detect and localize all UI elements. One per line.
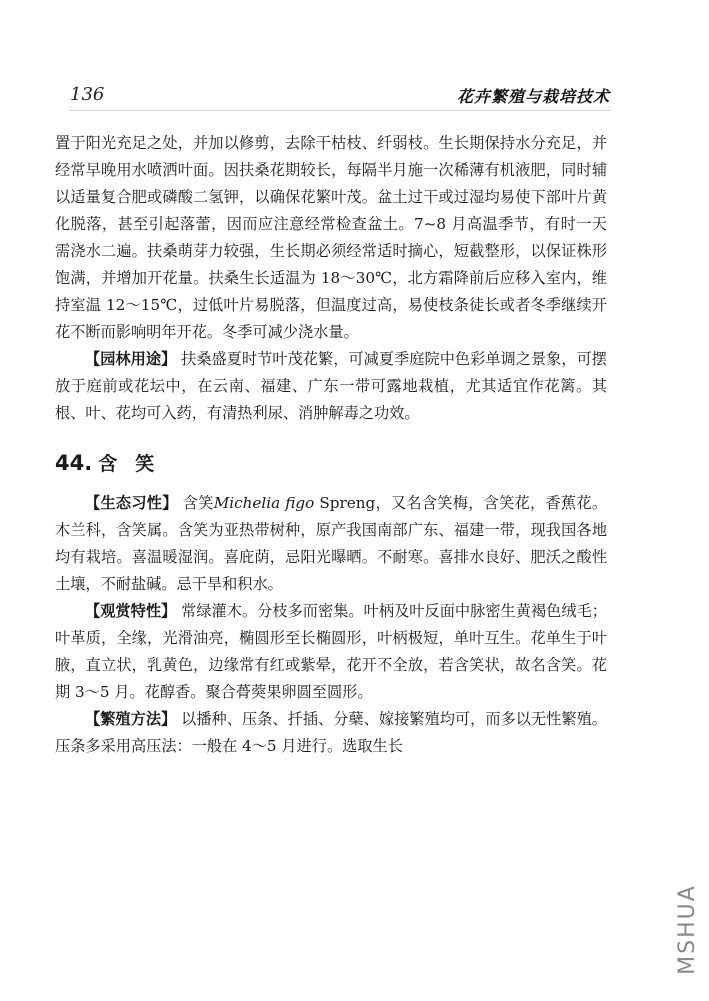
- paragraph-ornamental: [55, 598, 607, 706]
- garden-use-text: 扶桑盛夏时节叶茂花繁，可减夏季庭院中色彩单调之景象，可摆放于庭前或花坛中，在云南、福建、广东一带可露地栽植，尤其适宜作花篱。其根、叶、花均可入药，有清热利尿、消肿解毒之功效。: [55, 350, 607, 422]
- propagation-tag: 【繁殖方法】: [85, 710, 177, 728]
- page-number: 136: [70, 84, 105, 105]
- propagation-text: 以播种、压条、扦插、分蘖、嫁接繁殖均可，而多以无性繁殖。压条多采用高压法：一般在 4～5 月进行。选取生长: [55, 710, 607, 755]
- section-title: 含笑: [98, 453, 173, 475]
- watermark: [673, 869, 701, 989]
- body-text: [55, 130, 607, 760]
- ecology-text-before: 含笑: [177, 494, 214, 512]
- paragraph-propagation: [55, 706, 607, 760]
- paragraph-garden-use: [55, 346, 607, 427]
- ecology-text-after: Spreng，又名含笑梅，含笑花，香蕉花。木兰科，含笑属。含笑为亚热带树种，原产我国南部广东、福建一带，现我国各地均有栽培。喜温暖湿润。喜庇荫，忌阳光曝晒。不耐寒。喜排水良好、肥沃之酸性土壤，不耐盐碱。忌干旱和积水。: [55, 494, 608, 593]
- section-heading: [55, 449, 607, 478]
- ecology-latin-name: Michelia figo: [213, 494, 315, 512]
- garden-use-tag: 【园林用途】: [85, 350, 177, 368]
- ornamental-tag: 【观赏特性】: [85, 602, 177, 620]
- running-title: 花卉繁殖与栽培技术: [456, 87, 610, 106]
- ornamental-text: 常绿灌木。分枝多而密集。叶柄及叶反面中脉密生黄褐色绒毛；叶革质，全缘，光滑油亮，椭圆形至长椭圆形，叶柄极短，单叶互生。花单生于叶腋，直立状，乳黄色，边缘常有红或紫晕，花开不全放，若含笑状，故名含笑。花期 3～5 月。花醇香。聚合蓇葖果卵圆至圆形。: [55, 602, 607, 701]
- watermark-text: MSHUA: [674, 883, 700, 975]
- ecology-tag: 【生态习性】: [85, 494, 178, 512]
- header-rule: [70, 110, 610, 111]
- page-header: [70, 84, 610, 112]
- paragraph-continued: 置于阳光充足之处，并加以修剪，去除干枯枝、纤弱枝。生长期保持水分充足，并经常早晚用水喷洒叶面。因扶桑花期较长，每隔半月施一次稀薄有机液肥，同时辅以适量复合肥或磷酸二氢钾，以确保花繁叶茂。盆土过干或过湿均易使下部叶片黄化脱落，甚至引起落蕾，因而应注意经常检查盆土。7~8 月高温季节，有时一天需浇水二遍。扶桑萌芽力较强，生长期必须经常适时摘心，短截整形，以保证株形饱满，并增加开花量。扶桑生长适温为 18～30℃，北方霜降前后应移入室内，维持室温 12～15℃，过低叶片易脱落，但温度过高，易使枝条徒长或者冬季继续开花不断而影响明年开花。冬季可减少浇水量。: [55, 134, 607, 341]
- paragraph-ecology: [55, 490, 607, 598]
- section-number: 44.: [55, 451, 93, 475]
